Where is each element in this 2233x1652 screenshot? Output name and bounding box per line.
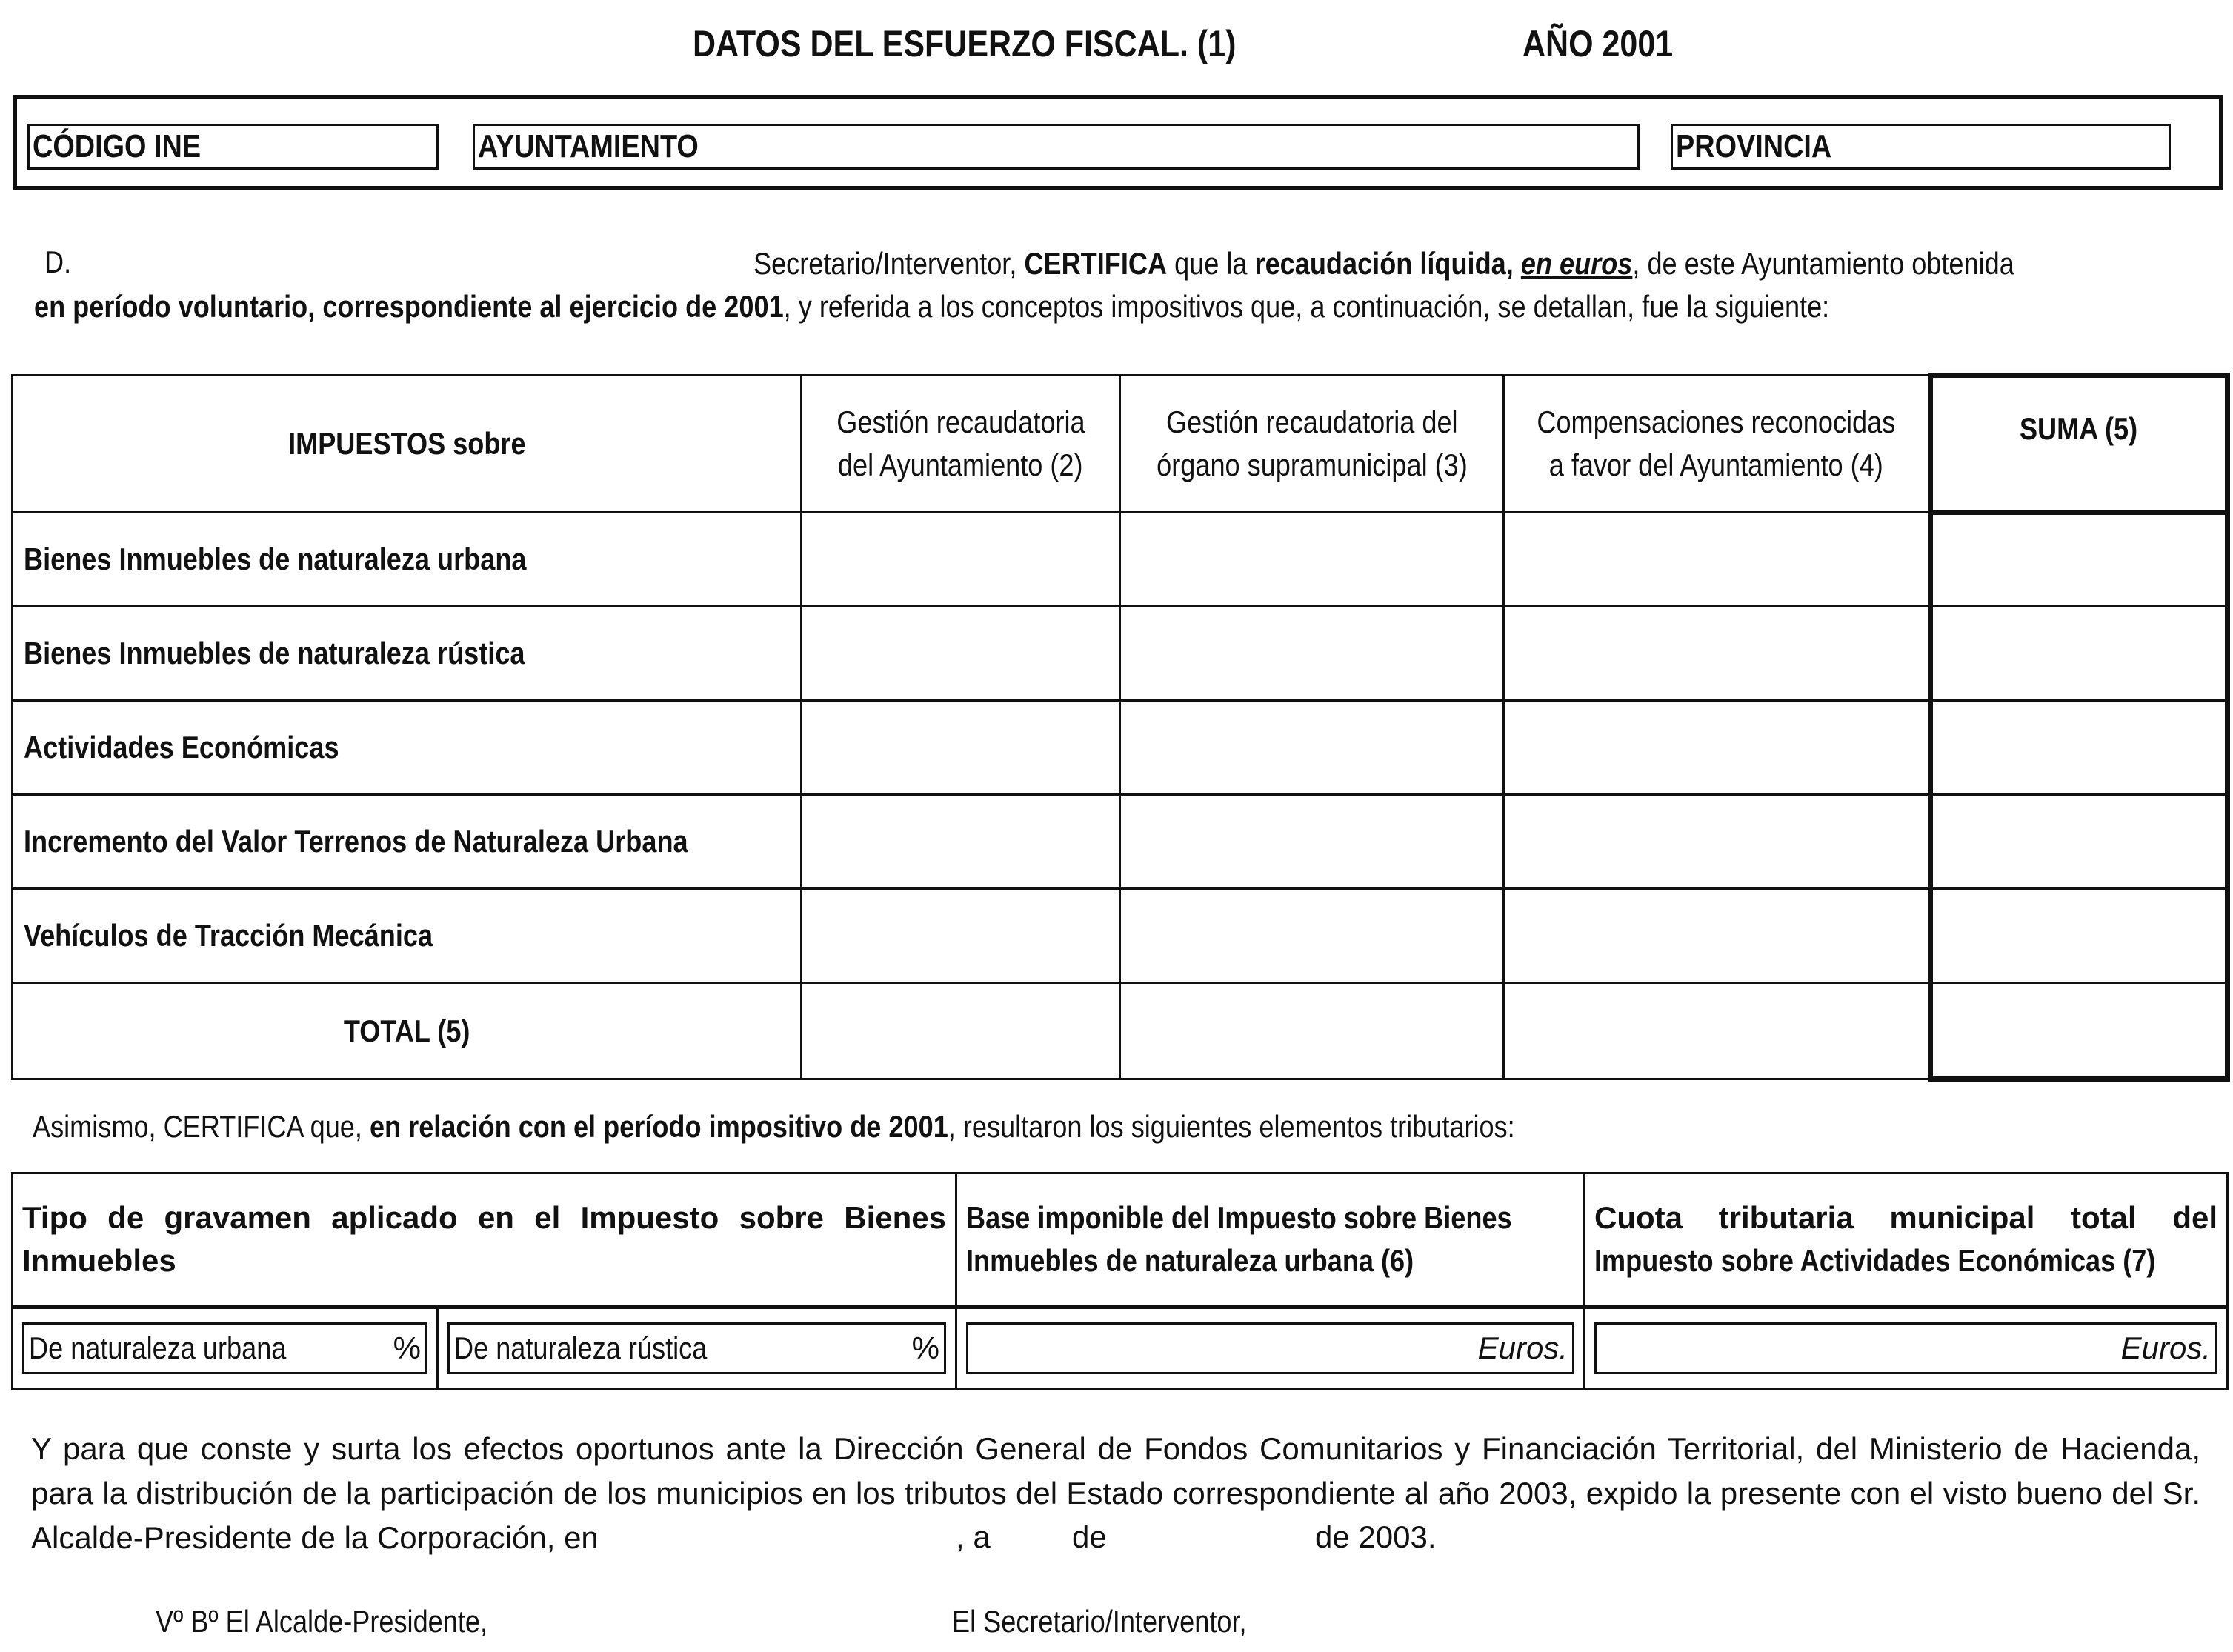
closing-paragraph: Y para que conste y surta los efectos oportunos ante la Dirección General de Fondos Comunitarios y Financiación Territorial, del Ministerio de Hacienda, para la distribución de la participación de los municipios en los tributos del Estado correspondiente al año 2003, expido la presente con el visto bueno del Sr. Alcalde-Presidente de la Corporación, en <box>31 1431 2200 1555</box>
cell-input[interactable] <box>1504 607 1931 701</box>
cell-input[interactable] <box>802 889 1120 983</box>
provincia-field[interactable]: PROVINCIA <box>1671 124 2171 170</box>
cell-suma[interactable] <box>1931 701 2228 795</box>
table-row <box>13 607 2228 701</box>
header-suma: SUMA (5) <box>1931 376 2228 513</box>
cell-input[interactable] <box>802 701 1120 795</box>
header-gestion-supramunicipal: Gestión recaudatoria del órgano supramunicipal (3) <box>1120 376 1504 513</box>
header-compensaciones: Compensaciones reconocidas a favor del Ayuntamiento (4) <box>1504 376 1931 513</box>
cell-input[interactable] <box>1120 795 1504 889</box>
cell-input[interactable] <box>1120 701 1504 795</box>
elementos-tributarios-table <box>11 1172 2229 1390</box>
cell-input[interactable] <box>802 795 1120 889</box>
certification-line-2: en período voluntario, correspondiente al ejercicio de 2001, y referida a los conceptos impositivos que, a continuación, se detallan, fue la siguiente: <box>34 289 1830 324</box>
row-label-bi-rustica: Bienes Inmuebles de naturaleza rústica <box>13 607 802 701</box>
cell-suma-total[interactable] <box>1931 983 2228 1079</box>
cell-input[interactable] <box>1120 983 1504 1079</box>
cell-suma[interactable] <box>1931 889 2228 983</box>
cell-input[interactable] <box>1504 513 1931 607</box>
form-title: DATOS DEL ESFUERZO FISCAL. (1) <box>693 23 1237 64</box>
cell-input[interactable] <box>1120 513 1504 607</box>
signature-alcalde: Vº Bº El Alcalde-Presidente, <box>156 1604 488 1639</box>
cell-input[interactable] <box>1504 795 1931 889</box>
cell-input[interactable] <box>1504 889 1931 983</box>
cell-suma[interactable] <box>1931 795 2228 889</box>
cell-input[interactable] <box>1504 983 1931 1079</box>
elementos-header-row <box>13 1173 2228 1307</box>
urbana-rate-input[interactable]: De naturaleza urbana % <box>22 1322 427 1374</box>
table-row <box>13 701 2228 795</box>
header-impuestos: IMPUESTOS sobre <box>13 376 802 513</box>
cell-input[interactable] <box>802 513 1120 607</box>
cell-suma[interactable] <box>1931 607 2228 701</box>
header-cuota-tributaria: Cuota tributaria municipal total del Impuesto sobre Actividades Económicas (7) <box>1585 1173 2228 1307</box>
rustica-rate-input[interactable]: De naturaleza rústica % <box>447 1322 946 1374</box>
second-intro: Asimismo, CERTIFICA que, en relación con el período impositivo de 2001, resultaron los siguientes elementos tributarios: <box>33 1109 1515 1144</box>
cuota-input[interactable] <box>1594 1322 2217 1374</box>
cell-input[interactable] <box>1120 607 1504 701</box>
row-label-incremento-valor: Incremento del Valor Terrenos de Naturaleza Urbana <box>13 795 802 889</box>
header-base-imponible: Base imponible del Impuesto sobre Bienes Inmuebles de naturaleza urbana (6) <box>956 1173 1585 1307</box>
recaudacion-table <box>11 373 2230 1082</box>
cell-input[interactable] <box>802 607 1120 701</box>
rustica-cell <box>438 1307 956 1389</box>
certifier-label: D. <box>44 244 72 279</box>
euros-unit: Euros. <box>1477 1330 1568 1365</box>
urbana-cell <box>13 1307 438 1389</box>
table-header-row <box>13 376 2228 513</box>
row-label-vehiculos: Vehículos de Tracción Mecánica <box>13 889 802 983</box>
total-row <box>13 983 2228 1079</box>
table-row <box>13 889 2228 983</box>
base-imponible-cell <box>956 1307 1585 1389</box>
cell-suma[interactable] <box>1931 513 2228 607</box>
header-gestion-ayuntamiento: Gestión recaudatoria del Ayuntamiento (2) <box>802 376 1120 513</box>
identification-box <box>13 95 2223 190</box>
cuota-cell <box>1585 1307 2228 1389</box>
euros-unit: Euros. <box>2120 1330 2212 1365</box>
cell-input[interactable] <box>802 983 1120 1079</box>
closing-a: , a <box>956 1519 991 1554</box>
row-label-total: TOTAL (5) <box>13 983 802 1079</box>
ayuntamiento-field[interactable]: AYUNTAMIENTO <box>473 124 1640 170</box>
form-year: AÑO 2001 <box>1522 23 1674 64</box>
table-row <box>13 513 2228 607</box>
closing-de: de <box>1072 1519 1107 1554</box>
signature-secretario: El Secretario/Interventor, <box>952 1604 1247 1639</box>
cell-input[interactable] <box>1504 701 1931 795</box>
table-row <box>13 795 2228 889</box>
base-imponible-input[interactable] <box>966 1322 1574 1374</box>
cell-input[interactable] <box>1120 889 1504 983</box>
elementos-value-row <box>13 1307 2228 1389</box>
row-label-bi-urbana: Bienes Inmuebles de naturaleza urbana <box>13 513 802 607</box>
closing-year: de 2003. <box>1315 1519 1437 1554</box>
percent-sign: % <box>911 1330 940 1365</box>
certification-line-1: Secretario/Interventor, CERTIFICA que la recaudación líquida, en euros, de este Ayuntamiento obtenida <box>753 246 2014 281</box>
codigo-ine-field[interactable]: CÓDIGO INE <box>27 124 439 170</box>
percent-sign: % <box>393 1330 421 1365</box>
row-label-actividades: Actividades Económicas <box>13 701 802 795</box>
header-tipo-gravamen: Tipo de gravamen aplicado en el Impuesto sobre Bienes Inmuebles <box>13 1173 956 1307</box>
